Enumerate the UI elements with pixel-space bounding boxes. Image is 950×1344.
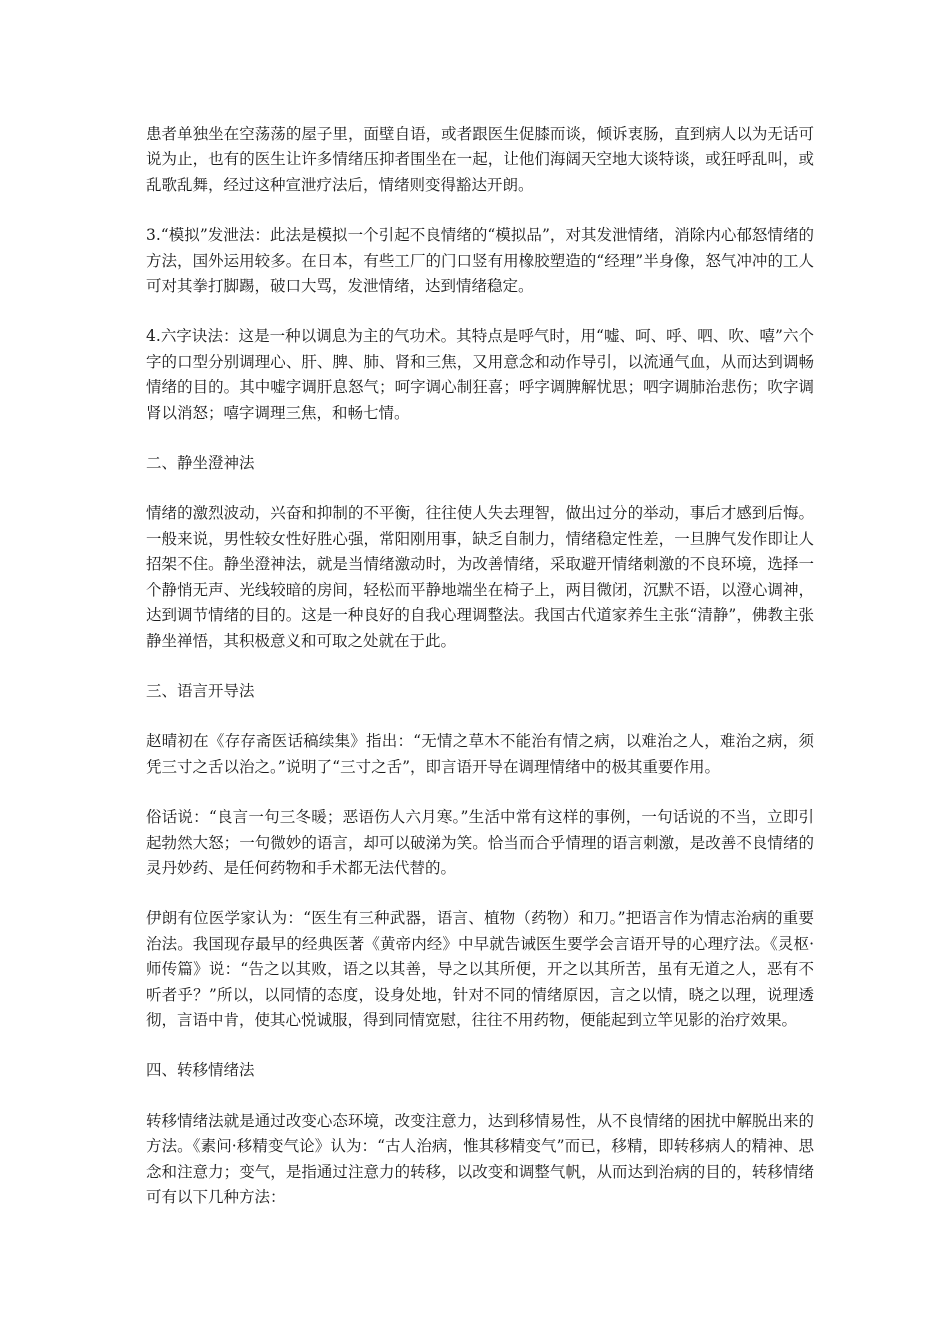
paragraph-proverb: 俗话说：“良言一句三冬暖；恶语伤人六月寒。”生活中常有这样的事例，一句话说的不当，立即引起勃然大怒；一句微妙的语言，却可以破涕为笑。恰当而合乎情理的语言刺激，是改善不良情绪的灵丹妙药、是任何药物和手术都无法代替的。 (146, 808, 814, 877)
paragraph-simulation-venting: 3.“模拟”发泄法：此法是模拟一个引起不良情绪的“模拟品”，对其发泄情绪，消除内心郁怒情绪的方法，国外运用较多。在日本，有些工厂的门口竖有用橡胶塑造的“经理”半身像，怒气冲冲的工人可对其拳打脚踢，破口大骂，发泄情绪，达到情绪稳定。 (146, 226, 814, 296)
paragraph-meditation: 情绪的激烈波动，兴奋和抑制的不平衡，往往使人失去理智，做出过分的举动，事后才感到后悔。一般来说，男性较女性好胜心强，常阳刚用事，缺乏自制力，情绪稳定性差，一旦脾气发作即让人招架不住。静坐澄神法，就是当情绪激动时，为改善情绪，采取避开情绪刺激的不良环境，选择一个静悄无声、光线较暗的房间，轻松而平静地端坐在椅子上，两目微闭，沉默不语，以澄心调神，达到调节情绪的目的。这是一种良好的自我心理调整法。我国古代道家养生主张“清静”，佛教主张静坐禅悟，其积极意义和可取之处就在于此。 (146, 504, 814, 650)
paragraph-venting-therapy: 患者单独坐在空荡荡的屋子里，面壁自语，或者跟医生促膝而谈，倾诉衷肠，直到病人以为无话可说为止，也有的医生让许多情绪压抑者围坐在一起，让他们海阔天空地大谈特谈，或狂呼乱叫，或乱歌乱舞，经过这种宣泄疗法后，情绪则变得豁达开朗。 (146, 125, 814, 194)
section-heading-emotion-transfer: 四、转移情绪法 (146, 1061, 255, 1080)
document-body (146, 122, 814, 1235)
paragraph-three-weapons: 伊朗有位医学家认为：“医生有三种武器，语言、植物（药物）和刀。”把语言作为情志治病的重要治法。我国现存最早的经典医著《黄帝内经》中早就告诫医生要学会言语开导的心理疗法。《灵枢·师传篇》说：“告之以其败，语之以其善，导之以其所便，开之以其所苦，虽有无道之人，恶有不听者乎？”所以，以同情的态度，设身处地，针对不同的情绪原因，言之以情，晓之以理，说理透彻，言语中肯，使其心悦诚服，得到同情宽慰，往往不用药物，便能起到立竿见影的治疗效果。 (146, 909, 814, 1029)
paragraph-emotion-transfer: 转移情绪法就是通过改变心态环境，改变注意力，达到移情易性，从不良情绪的困扰中解脱出来的方法。《素问·移精变气论》认为：“古人治病，惟其移精变气”而已，移精，即转移病人的精神、思念和注意力；变气，是指通过注意力的转移，以改变和调整气帆，从而达到治病的目的，转移情绪可有以下几种方法： (146, 1111, 814, 1206)
paragraph-verbal-guidance-quote: 赵晴初在《存存斋医话稿续集》指出：“无情之草木不能治有情之病，以难治之人，难治之病，须凭三寸之舌以治之。”说明了“三寸之舌”，即言语开导在调理情绪中的极其重要作用。 (146, 732, 814, 776)
section-heading-verbal-guidance: 三、语言开导法 (146, 681, 255, 700)
paragraph-six-character-formula: 4.六字诀法：这是一种以调息为主的气功术。其特点是呼气时，用“嘘、呵、呼、呬、吹、嘻”六个字的口型分别调理心、肝、脾、肺、肾和三焦，又用意念和动作导引，以流通气血，从而达到调畅情绪的目的。其中嘘字调肝息怒气；呵字调心制狂喜；呼字调脾解忧思；呬字调肺治悲伤；吹字调肾以消怒；嘻字调理三焦，和畅七情。 (146, 327, 814, 422)
section-heading-meditation: 二、静坐澄神法 (146, 454, 255, 473)
